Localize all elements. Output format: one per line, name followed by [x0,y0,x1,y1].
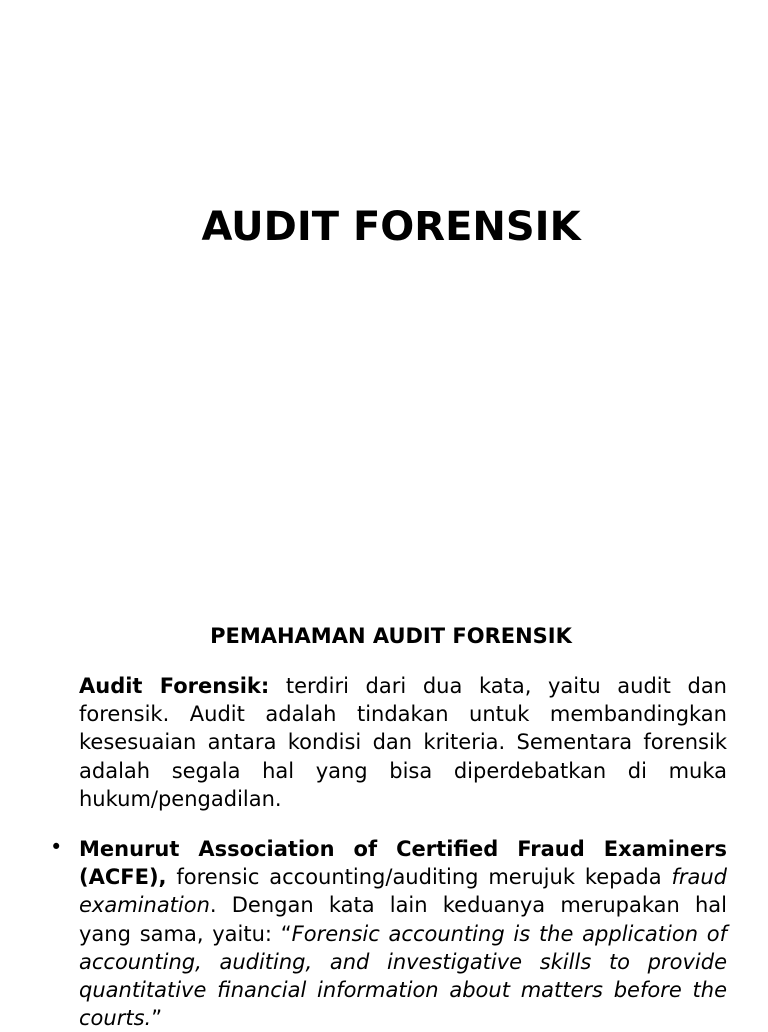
definition-term: Audit Forensik: [79,674,270,698]
acfe-term: Menurut Association of Certified Fraud Examiners (ACFE), [79,837,727,890]
content-slide [0,580,768,1031]
section-heading: PEMAHAMAN AUDIT FORENSIK [210,624,572,648]
bullet-icon: • [50,835,63,859]
acfe-paragraph [79,835,727,1032]
acfe-text-2: . Dengan kata lain keduanya merupakan hal yang sama, yaitu: “ [79,893,727,946]
quote-close: ” [151,1006,163,1031]
acfe-quote: Forensic accounting is the application of accounting, auditing, and investigative skills to provide quantitative financial information about matters before the courts. [79,921,727,1031]
definition-text: terdiri dari dua kata, yaitu audit dan forensik. Audit adalah tindakan untuk membandingkan kesesuaian antara kondisi dan kriteria. Sementara forensik adalah segala hal yang bisa diperdebatkan di muka hukum/pengadilan. [79,674,727,811]
fraud-examination-term: fraud examination [79,865,727,918]
definition-paragraph [79,672,727,813]
main-title: AUDIT FORENSIK [201,204,581,250]
acfe-text-1: forensic accounting/auditing merujuk kepada [166,865,672,890]
